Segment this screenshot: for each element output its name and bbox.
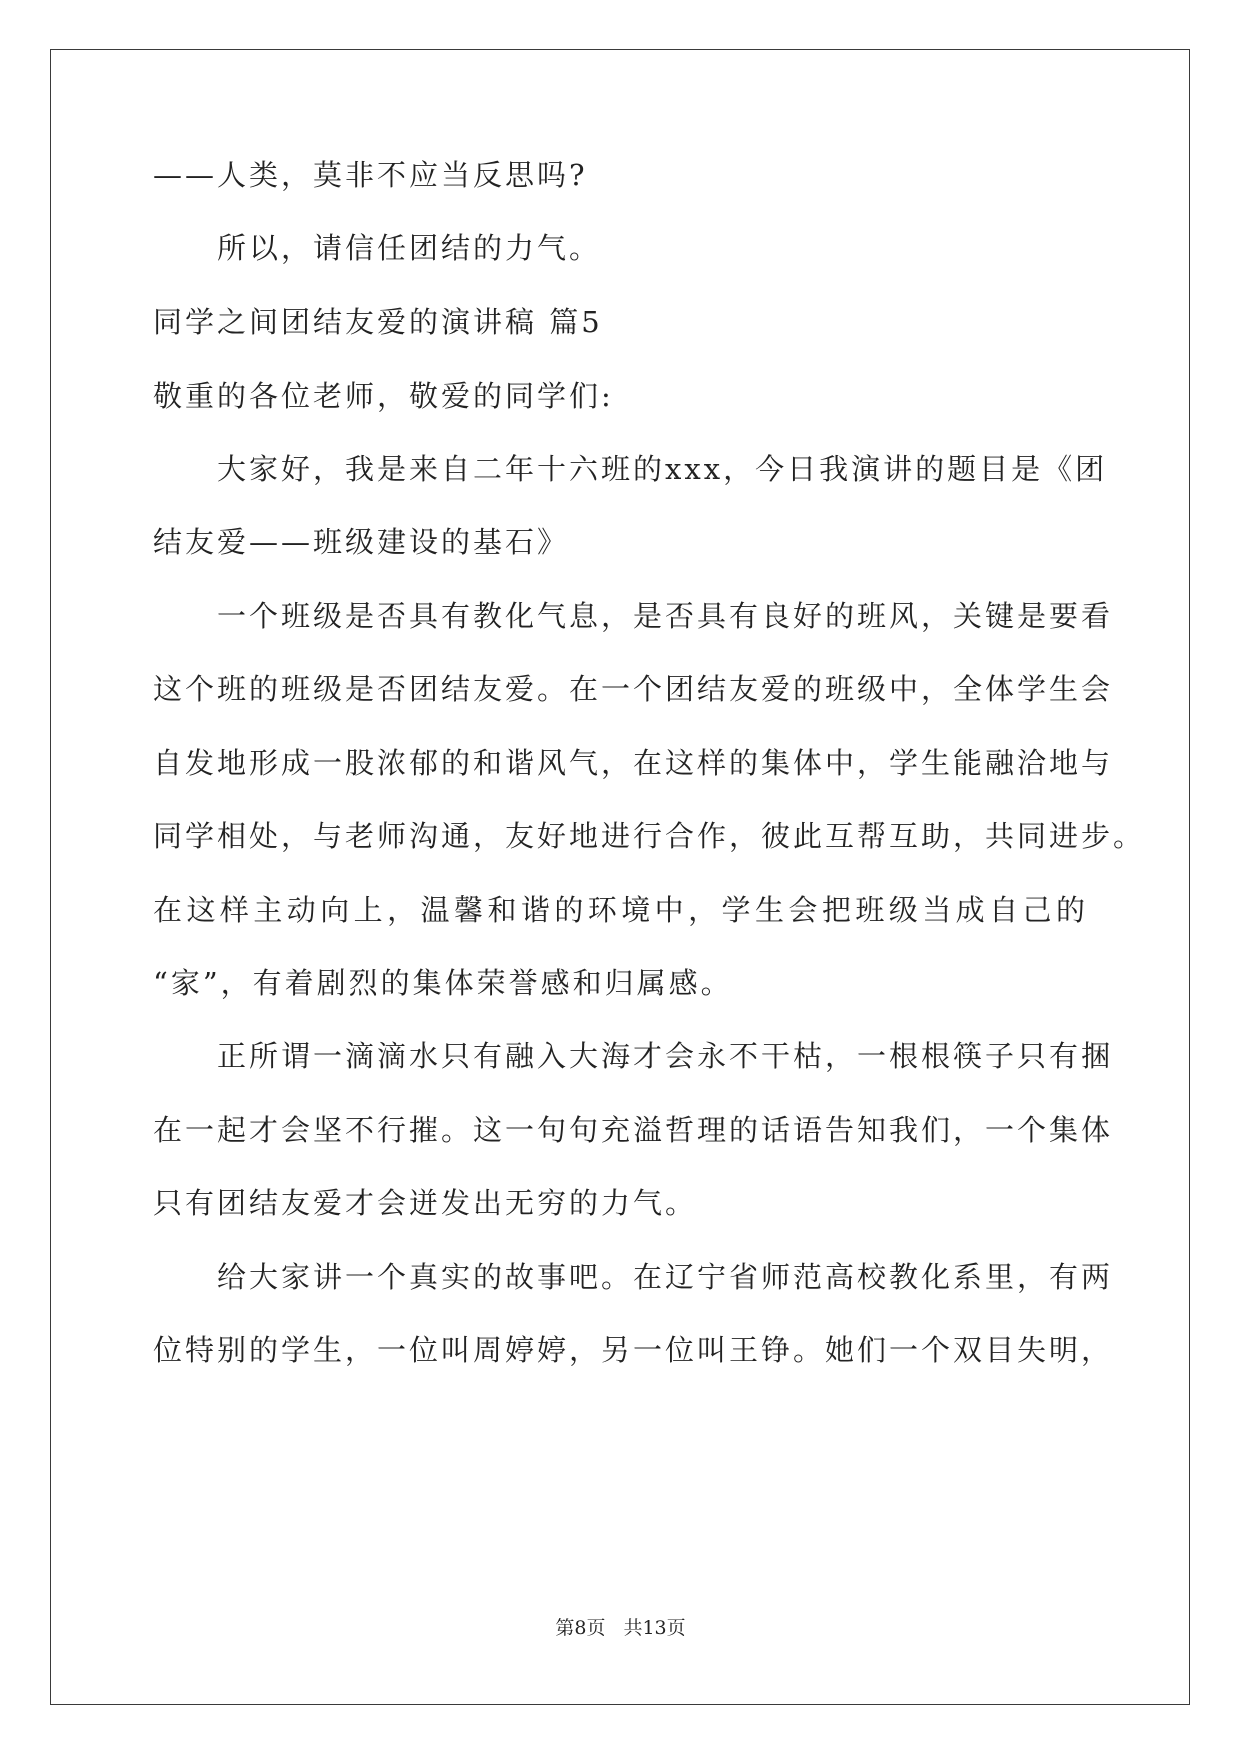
text-line: 只有团结友爱才会迸发出无穷的力气。 bbox=[153, 1186, 698, 1220]
text-line: 给大家讲一个真实的故事吧。在辽宁省师范高校教化系里，有两 bbox=[217, 1260, 1114, 1294]
text-line: 正所谓一滴滴水只有融入大海才会永不干枯，一根根筷子只有捆 bbox=[217, 1039, 1114, 1073]
text-line: 一个班级是否具有教化气息，是否具有良好的班风，关键是要看 bbox=[217, 599, 1114, 633]
text-line: ——人类，莫非不应当反思吗? bbox=[153, 158, 588, 192]
text-line: 同学相处，与老师沟通，友好地进行合作，彼此互帮互助，共同进步。 bbox=[153, 819, 1146, 853]
document-body bbox=[153, 158, 1146, 1367]
text-line: 在一起才会坚不行摧。这一句句充溢哲理的话语告知我们，一个集体 bbox=[153, 1113, 1114, 1147]
salutation: 敬重的各位老师，敬爱的同学们: bbox=[153, 379, 614, 413]
text-line: 大家好，我是来自二年十六班的xxx，今日我演讲的题目是《团 bbox=[217, 452, 1108, 486]
text-line: 所以，请信任团结的力气。 bbox=[217, 231, 602, 265]
text-line: 自发地形成一股浓郁的和谐风气，在这样的集体中，学生能融洽地与 bbox=[153, 746, 1114, 780]
page-number: 第8页 bbox=[555, 1617, 606, 1639]
page-footer bbox=[0, 1613, 1241, 1640]
section-heading: 同学之间团结友爱的演讲稿 篇5 bbox=[153, 305, 603, 339]
text-line: 结友爱——班级建设的基石》 bbox=[153, 525, 570, 559]
page-total: 共13页 bbox=[623, 1617, 686, 1639]
text-line: “家”，有着剧烈的集体荣誉感和归属感。 bbox=[153, 966, 733, 1000]
text-line: 这个班的班级是否团结友爱。在一个团结友爱的班级中，全体学生会 bbox=[153, 672, 1114, 706]
text-line: 在这样主动向上，温馨和谐的环境中，学生会把班级当成自己的 bbox=[153, 893, 1085, 927]
text-line: 位特别的学生，一位叫周婷婷，另一位叫王铮。她们一个双目失明， bbox=[153, 1333, 1114, 1367]
